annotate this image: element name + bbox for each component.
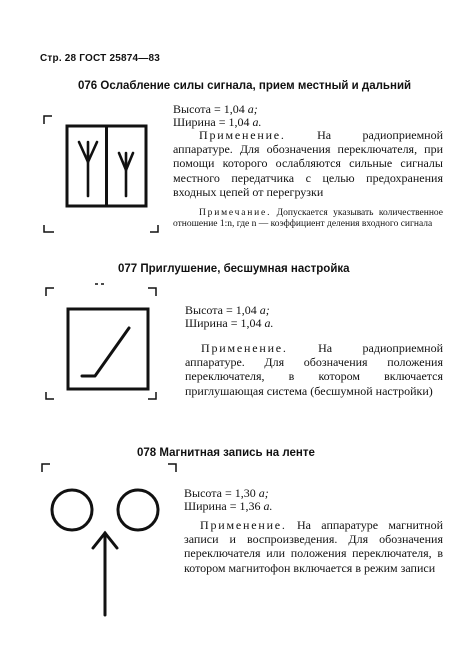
- dimension-width-078: Ширина = 1,36 a.: [184, 499, 273, 513]
- corner-marks-078: [42, 464, 176, 472]
- page-header: Стр. 28 ГОСТ 25874—83: [40, 53, 160, 64]
- dimension-height-078: Высота = 1,30 a;: [184, 486, 269, 500]
- application-text-076: Применение. На радиоприемной аппаратуре. Для обозначения переключателя, при помощи которого ослабляются сильные сигналы местного передатчика с целью предохранения входных цепей от перегрузки: [173, 128, 443, 199]
- section-title-076: 076 Ослабление силы сигнала, прием местный и дальний: [78, 80, 412, 92]
- application-text-077: Применение. На радиоприемной аппаратуре. Для обозначения положения переключателя, в котором включается приглушающая система (бесшумной настройки): [185, 341, 443, 398]
- dimension-height-076: Высота = 1,04 a;: [173, 102, 258, 116]
- section-title-078: 078 Магнитная запись на ленте: [137, 447, 315, 459]
- record-arrow-icon: [93, 533, 117, 615]
- tape-reels-icon: [52, 490, 158, 530]
- note-076: Примечание. Допускается указывать количественное отношение 1:n, где n — коэффициент деления входного сигнала: [173, 208, 444, 229]
- dimension-width-076: Ширина = 1,04 a.: [173, 115, 262, 129]
- application-text-078: Применение. На аппаратуре магнитной записи и воспроизведения. Для обозначения переключателя или положения переключателя, в котором магнитофон включается в режим записи: [184, 518, 444, 575]
- section-title-077: 077 Приглушение, бесшумная настройка: [118, 263, 350, 275]
- dimension-height-077: Высота = 1,04 a;: [185, 303, 270, 317]
- dimension-width-077: Ширина = 1,04 a.: [185, 316, 274, 330]
